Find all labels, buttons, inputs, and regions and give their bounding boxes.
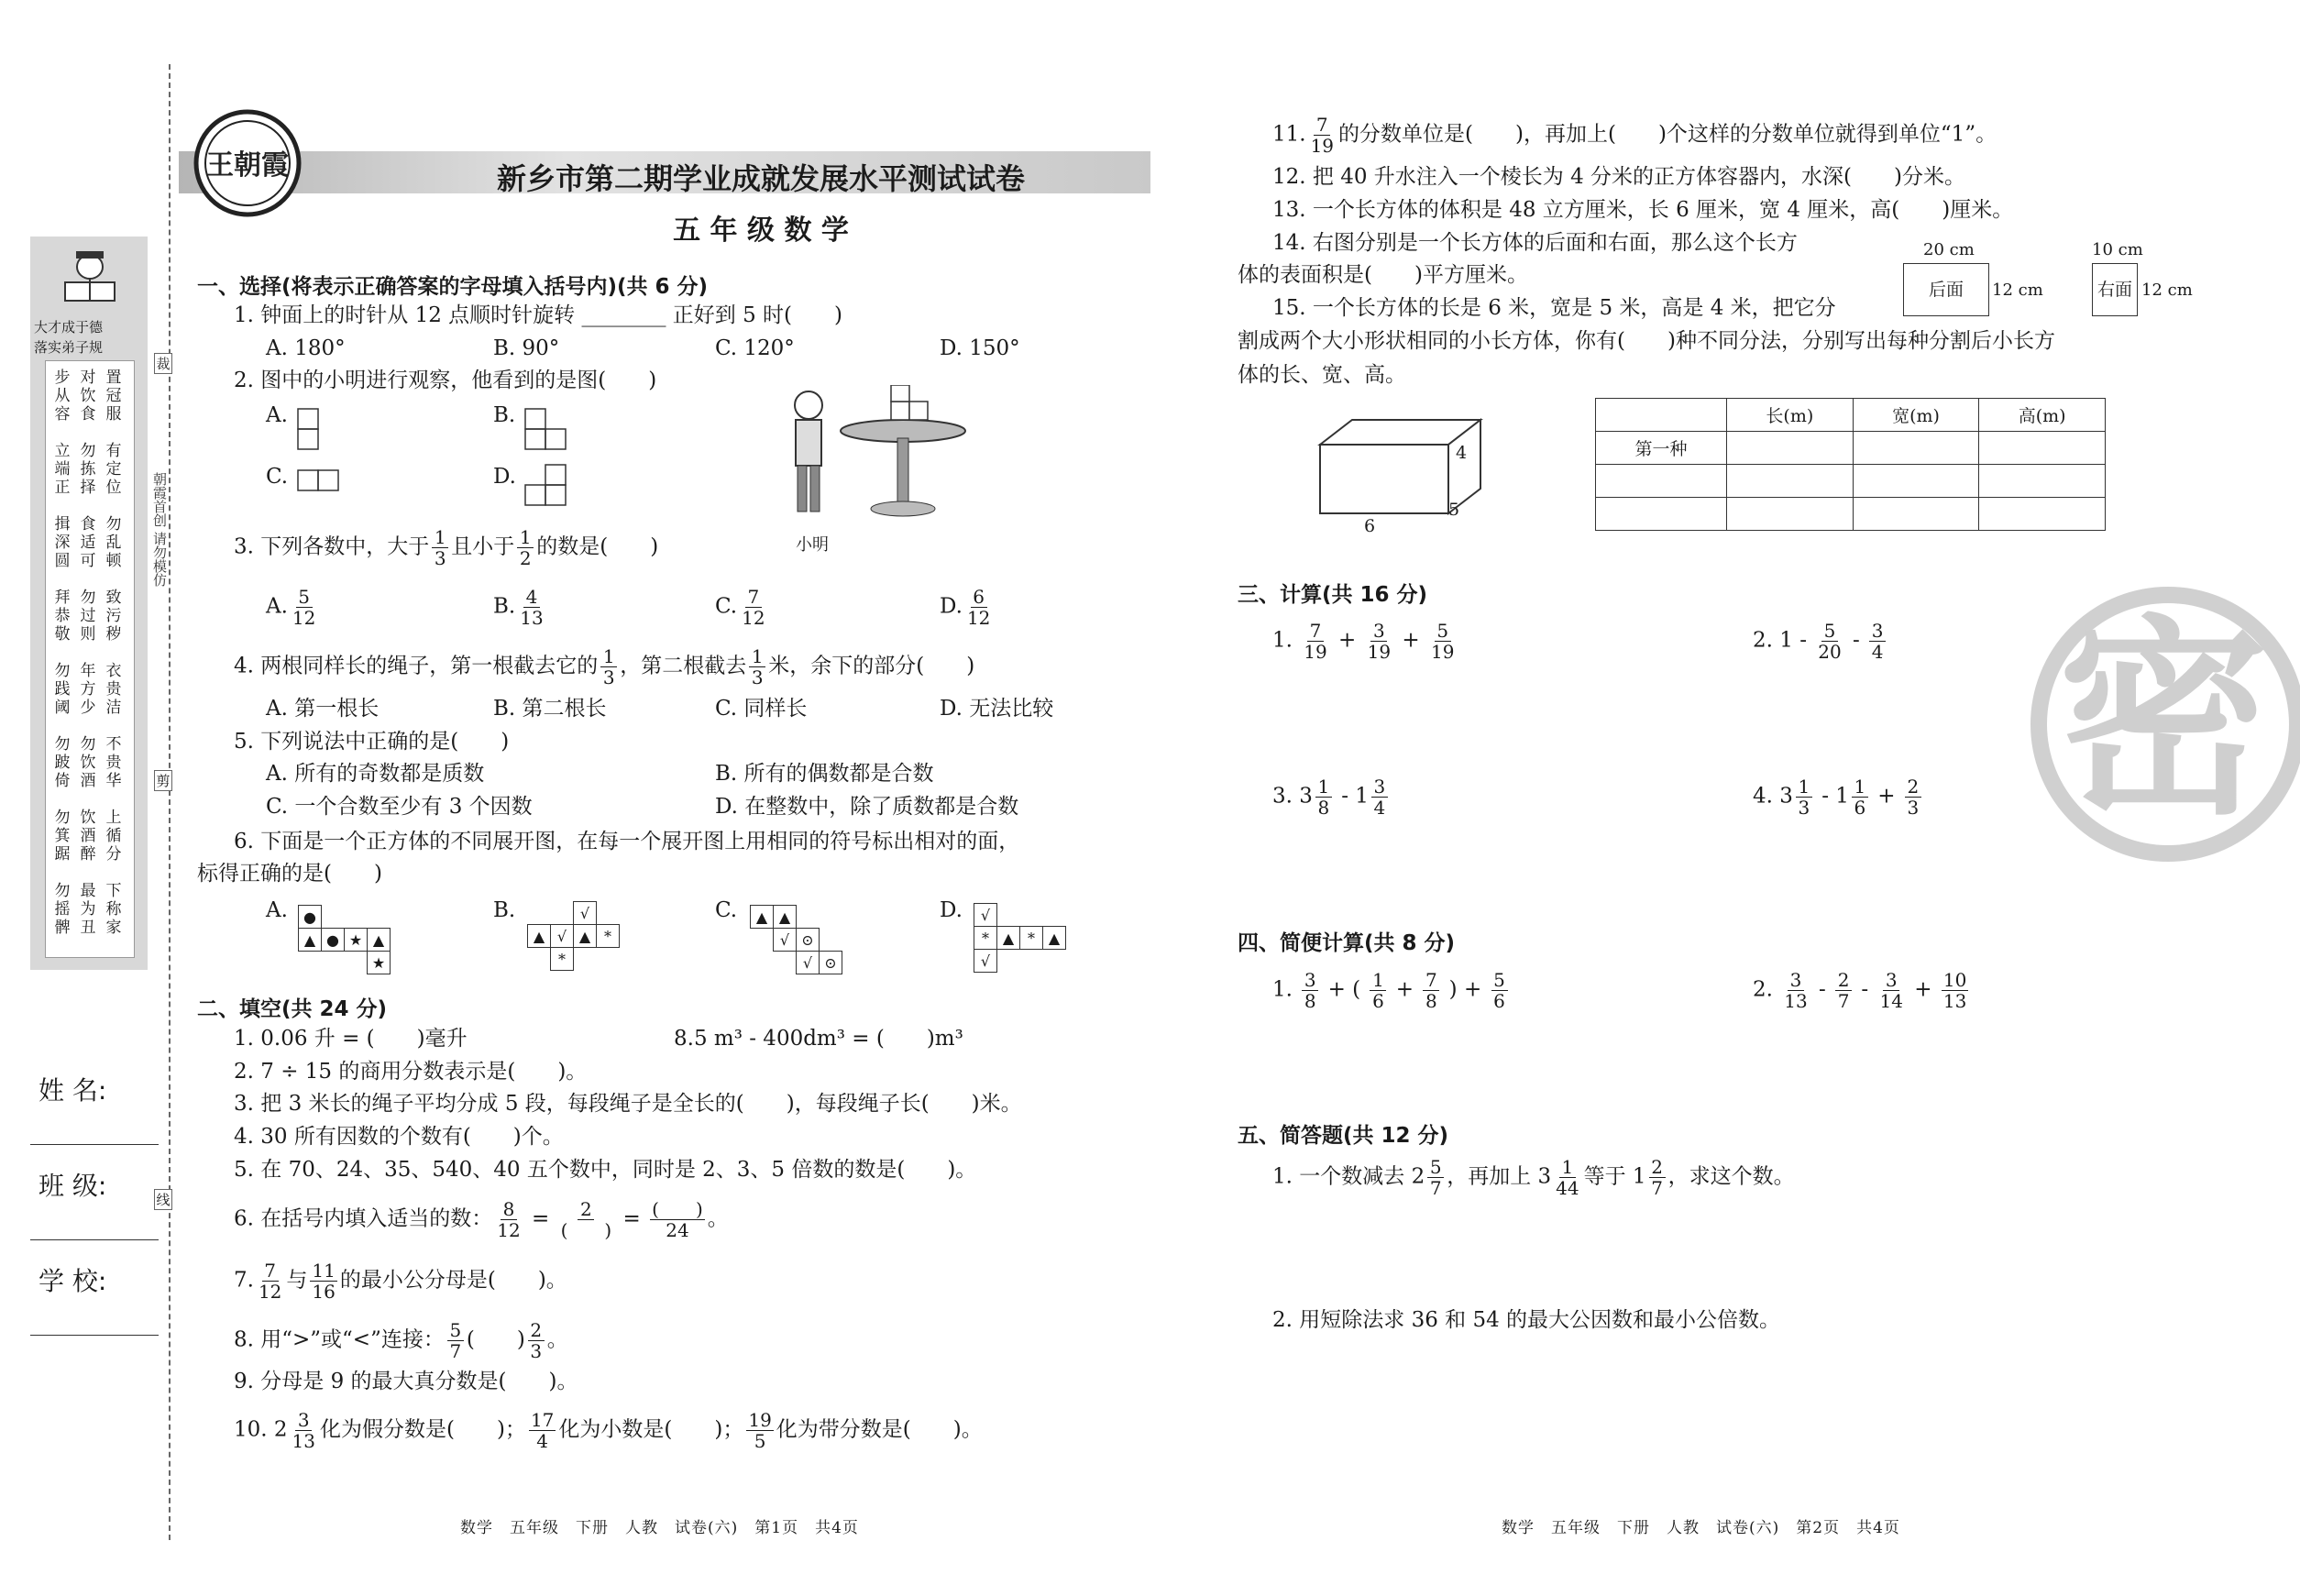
fill-q2: 2. 7 ÷ 15 的商用分数表示是( )。 [234, 1060, 588, 1084]
poem-column: 食适可 [80, 515, 96, 570]
name-label: 姓 名: [39, 1075, 107, 1106]
poem-box [45, 360, 135, 958]
fill-q15-line1: 15. 一个长方体的长是 6 米，宽是 5 米，高是 4 米，把它分 [1272, 296, 1836, 320]
poem-column: 置冠服 [105, 369, 122, 424]
back-width-label: 20 cm [1923, 240, 1975, 259]
q1-opt-c: C. 120° [715, 336, 795, 360]
q6-opt-c: C. [715, 898, 738, 922]
poem-column: 立端正 [54, 442, 71, 497]
q4-opt-c: C. 同样长 [715, 697, 808, 721]
short-q1: 1. 一个数减去 2 $\frac{5}{7}$ ，再加上 3 $\frac{1}{44}$ 等于 1 $\frac{2}{7}$ ，求这个数。 [1272, 1156, 1795, 1199]
poem-column: 下称家 [105, 882, 122, 937]
cell-input[interactable] [1853, 465, 1979, 498]
cube-net-a: ● ▲ ● ★ ▲ ★ [298, 905, 391, 974]
cube-net-b: √ ▲ √ ▲ * * [527, 901, 620, 971]
school-label: 学 校: [39, 1266, 107, 1296]
fill-q3: 3. 把 3 米长的绳子平均分成 5 段，每段绳子是全长的( )，每段绳子长( )米。 [234, 1092, 1022, 1116]
fill-q1b: 8.5 m³ - 400dm³ = ( )m³ [674, 1027, 963, 1051]
poem-column: 勿饮酒 [80, 735, 96, 790]
q5-opt-b: B. 所有的偶数都是合数 [715, 762, 934, 786]
poem-column: 勿过则 [80, 589, 96, 644]
choice-q5: 5. 下列说法中正确的是( ) [234, 730, 510, 754]
cell-input[interactable] [1979, 465, 2106, 498]
section-short-heading: 五、简答题(共 12 分) [1238, 1124, 1449, 1148]
q1-opt-b: B. 90° [493, 336, 560, 360]
scholar-figure-icon [58, 244, 122, 308]
cut-mark: 线 [154, 1189, 172, 1210]
q1-opt-d: D. 150° [940, 336, 1020, 360]
view-d-figure [523, 463, 570, 511]
fill-q5: 5. 在 70、24、35、540、40 五个数中，同时是 2、3、5 倍数的数是( )。 [234, 1158, 977, 1182]
q2-opt-d: D. [493, 465, 516, 489]
calc-q3: 3. 3 $\frac{1}{8}$ - 1 $\frac{3}{4}$ [1272, 776, 1391, 818]
fill-q14-line1: 14. 右图分别是一个长方体的后面和右面，那么这个长方 [1272, 231, 1798, 255]
cuboid-length-label: 6 [1364, 516, 1376, 536]
poem-column: 步从容 [54, 369, 71, 424]
fill-q6: 6. 在括号内填入适当的数： $\frac{8}{12}$ = $\frac{2}{( )}$ = $\frac{( )}{24}$ 。 [234, 1198, 729, 1241]
calc-q1: 1. $\frac{7}{19}$ + $\frac{3}{19}$ + $\frac{5}{19}$ [1272, 620, 1455, 663]
q2-opt-c: C. [266, 465, 289, 489]
cuboid-width-label: 5 [1448, 500, 1460, 520]
division-table [1595, 398, 2106, 531]
poem-column: 最为丑 [80, 882, 96, 937]
poem-column: 勿箕踞 [54, 809, 71, 864]
class-label: 班 级: [39, 1171, 107, 1201]
motto-line-1: 大才成于德 [34, 319, 104, 336]
fill-q11: 11. $\frac{7}{19}$ 的分数单位是( )，再加上( )个这样的分数单位就得到单位“1”。 [1272, 114, 1997, 157]
poem-column: 有定位 [105, 442, 122, 497]
poem-column: 勿乱顿 [105, 515, 122, 570]
cut-mark: 裁 [154, 353, 172, 374]
right-width-label: 10 cm [2092, 240, 2143, 259]
class-field[interactable] [30, 1239, 159, 1240]
q6-opt-d: D. [940, 898, 963, 922]
poem-column: 拜恭敬 [54, 589, 71, 644]
right-height-label: 12 cm [2141, 281, 2193, 300]
sidebar-panel [30, 237, 148, 970]
copyright-note: 朝霞首创 请勿模仿 [151, 472, 168, 587]
choice-q6-line1: 6. 下面是一个正方体的不同展开图，在每一个展开图上用相同的符号标出相对的面， [234, 830, 1020, 853]
calc-q4: 4. 3 $\frac{1}{3}$ - 1 $\frac{1}{6}$ + $\frac{2}{3}$ [1753, 776, 1924, 818]
choice-q6-line2: 标得正确的是( ) [197, 862, 382, 886]
cell-input[interactable] [1853, 432, 1979, 465]
fill-q1a: 1. 0.06 升 = ( )毫升 [234, 1027, 468, 1051]
q4-opt-d: D. 无法比较 [940, 697, 1054, 721]
simple-q1: 1. $\frac{3}{8}$ + ( $\frac{1}{6}$ + $\frac{7}{8}$ ) + $\frac{5}{6}$ [1272, 970, 1511, 1011]
poem-column: 勿跛倚 [54, 735, 71, 790]
cuboid-figure [1311, 413, 1494, 541]
fill-q13: 13. 一个长方体的体积是 48 立方厘米，长 6 厘米，宽 4 厘米，高( )厘米。 [1272, 198, 2014, 222]
cut-mark: 剪 [154, 770, 172, 791]
q3-opt-a: A. $\frac{5}{12}$ [266, 586, 316, 629]
cell-input[interactable] [1727, 432, 1854, 465]
q6-opt-a: A. [266, 898, 288, 922]
view-a-figure [295, 407, 323, 455]
simple-q2: 2. $\frac{3}{13}$ - $\frac{2}{7}$ - $\frac{3}{14}$ + $\frac{10}{13}$ [1753, 969, 1967, 1012]
poem-column: 饮酒醉 [80, 809, 96, 864]
q1-opt-a: A. 180° [266, 336, 346, 360]
poem-column: 年方少 [80, 662, 96, 717]
calc-q2: 2. 1 - $\frac{5}{20}$ - $\frac{3}{4}$ [1753, 621, 1888, 662]
poem-column: 对饮食 [80, 369, 96, 424]
section-simple-heading: 四、简便计算(共 8 分) [1238, 931, 1456, 955]
poem-column: 不贵华 [105, 735, 122, 790]
xiaoming-caption: 小明 [796, 535, 829, 555]
poem-column: 致污秽 [105, 589, 122, 644]
fill-q7: 7. $\frac{7}{12}$ 与 $\frac{11}{16}$ 的最小公分母是( )。 [234, 1260, 567, 1303]
fill-q12: 12. 把 40 升水注入一个棱长为 4 分米的正方体容器内，水深( )分米。 [1272, 165, 1965, 189]
choice-q3: 3. 下列各数中，大于 $\frac{1}{3}$ 且小于 $\frac{1}{2}$ 的数是( ) [234, 526, 659, 569]
school-field[interactable] [30, 1335, 159, 1336]
page-title: 新乡市第二期学业成就发展水平测试试卷 [496, 161, 1025, 196]
col-length: 长(m) [1727, 399, 1854, 432]
cell-input[interactable] [1727, 498, 1854, 531]
section-fill-heading: 二、填空(共 24 分) [197, 997, 388, 1021]
cell-input[interactable] [1979, 432, 2106, 465]
cut-line [169, 64, 171, 1540]
poem-column: 衣贵洁 [105, 662, 122, 717]
footer-left: 数学 五年级 下册 人教 试卷(六) 第1页 共4页 [460, 1519, 859, 1537]
fill-q15-line3: 体的长、宽、高。 [1238, 363, 1406, 387]
fill-q14-line2: 体的表面积是( )平方厘米。 [1238, 263, 1528, 287]
poem-column: 勿拣择 [80, 442, 96, 497]
q6-opt-b: B. [493, 898, 516, 922]
logo-text: 王朝霞 [206, 149, 289, 182]
view-c-figure [295, 468, 343, 493]
seal-character: 密 [2058, 596, 2270, 843]
poem-column: 勿摇髀 [54, 882, 71, 937]
fill-q15-line2: 割成两个大小形状相同的小长方体，你有( )种不同分法，分别写出每种分割后小长方 [1238, 329, 2055, 353]
brand-logo [188, 101, 307, 220]
q5-opt-a: A. 所有的奇数都是质数 [266, 762, 485, 786]
fill-q8: 8. 用“>”或“<”连接： $\frac{5}{7}$ ( ) $\frac{2}{3}$ 。 [234, 1319, 568, 1362]
xiaoming-table-illustration [779, 385, 972, 532]
col-width: 宽(m) [1853, 399, 1979, 432]
cell-input[interactable] [1853, 498, 1979, 531]
right-face-rect: 右面 [2092, 263, 2138, 316]
poem-column: 上循分 [105, 809, 122, 864]
poem-column: 揖深圆 [54, 515, 71, 570]
motto-line-2: 落实弟子规 [34, 339, 104, 356]
back-height-label: 12 cm [1992, 281, 2043, 300]
cell-input[interactable] [1979, 498, 2106, 531]
q3-opt-b: B. $\frac{4}{13}$ [493, 586, 544, 629]
q4-opt-b: B. 第二根长 [493, 697, 607, 721]
q3-opt-d: D. $\frac{6}{12}$ [940, 586, 991, 629]
q2-opt-a: A. [266, 403, 288, 427]
row-first: 第一种 [1596, 432, 1727, 465]
col-height: 高(m) [1979, 399, 2106, 432]
view-b-figure [523, 407, 570, 455]
choice-q2: 2. 图中的小明进行观察，他看到的是图( ) [234, 369, 657, 392]
page-subtitle: 五 年 级 数 学 [673, 215, 849, 247]
fill-q10: 10. 2 $\frac{3}{13}$ 化为假分数是( )； $\frac{17}{4}$ 化为小数是( )； $\frac{19}{5}$ 化为带分数是( )。 [234, 1409, 983, 1452]
q2-opt-b: B. [493, 403, 516, 427]
name-field[interactable] [30, 1144, 159, 1145]
short-q2: 2. 用短除法求 36 和 54 的最大公因数和最小公倍数。 [1272, 1308, 1781, 1332]
cell-input[interactable] [1727, 465, 1854, 498]
section-choice-heading: 一、选择(将表示正确答案的字母填入括号内)(共 6 分) [197, 275, 709, 299]
q5-opt-c: C. 一个合数至少有 3 个因数 [266, 795, 533, 819]
cube-net-c: ▲ ▲ √ ⊙ √ ⊙ [750, 905, 842, 974]
poem-column: 勿践阈 [54, 662, 71, 717]
fill-q9: 9. 分母是 9 的最大真分数是( )。 [234, 1370, 578, 1393]
back-face-rect: 后面 [1903, 263, 1989, 316]
choice-q1: 1. 钟面上的时针从 12 点顺时针旋转 ________ 正好到 5 时( ) [234, 303, 842, 327]
cuboid-height-label: 4 [1456, 443, 1468, 463]
section-calc-heading: 三、计算(共 16 分) [1238, 583, 1428, 607]
fill-q4: 4. 30 所有因数的个数有( )个。 [234, 1125, 564, 1149]
q4-opt-a: A. 第一根长 [266, 697, 380, 721]
cube-net-d: √ * ▲ * ▲ √ [974, 903, 1066, 973]
q5-opt-d: D. 在整数中，除了质数都是合数 [715, 795, 1019, 819]
footer-right: 数学 五年级 下册 人教 试卷(六) 第2页 共4页 [1502, 1519, 1900, 1537]
choice-q4: 4. 两根同样长的绳子，第一根截去它的 $\frac{1}{3}$ ，第二根截去 $\frac{1}{3}$ 米，余下的部分( ) [234, 645, 975, 688]
q3-opt-c: C. $\frac{7}{12}$ [715, 586, 765, 629]
